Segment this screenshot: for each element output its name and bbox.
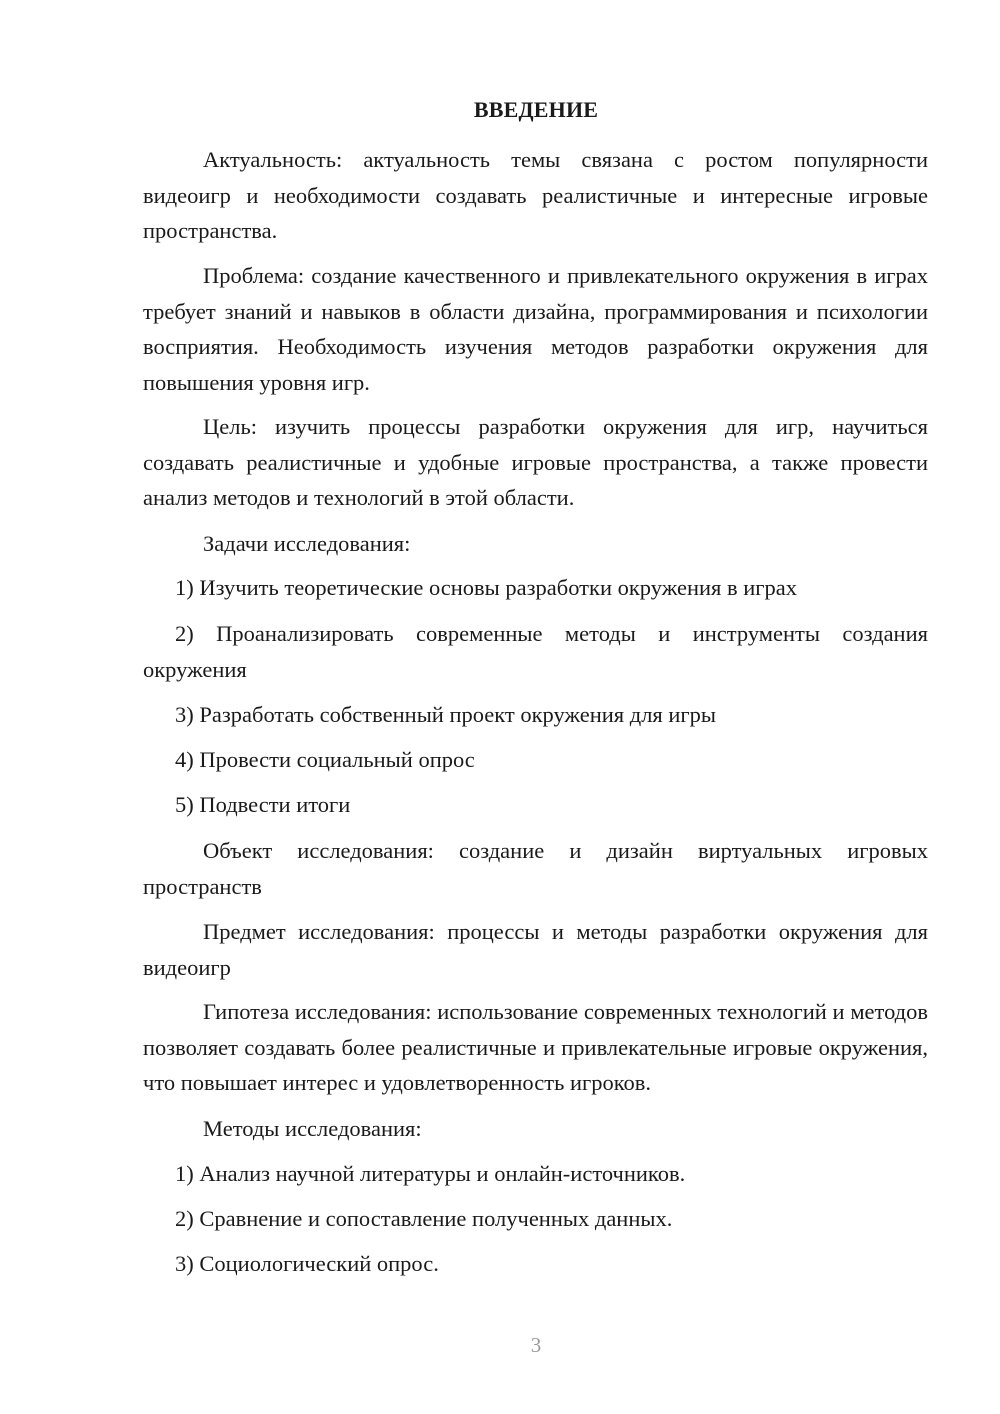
task-item-2: 2) Проанализировать современные методы и инструменты создания окружения — [143, 621, 928, 682]
task-item-5: 5) Подвести итоги — [175, 792, 351, 817]
methods-title: Методы исследования: — [203, 1116, 422, 1141]
task-item-1: 1) Изучить теоретические основы разработки окружения в играх — [175, 575, 798, 600]
task-item-4: 4) Провести социальный опрос — [175, 747, 475, 772]
method-item-1: 1) Анализ научной литературы и онлайн-источников. — [175, 1161, 686, 1186]
goal-paragraph: Цель: изучить процессы разработки окружения для игр, научиться создавать реалистичные и удобные игровые пространства, а также провести анализ методов и технологий в этой области. — [143, 414, 928, 510]
object-paragraph: Объект исследования: создание и дизайн виртуальных игровых пространств — [143, 838, 928, 899]
page-title: ВВЕДЕНИЕ — [473, 97, 599, 122]
tasks-title: Задачи исследования: — [203, 531, 411, 556]
page-number: 3 — [530, 1333, 542, 1357]
hypothesis-paragraph: Гипотеза исследования: использование современных технологий и методов позволяет создавать более реалистичные и привлекательные игровые окружения, что повышает интерес и удовлетворенность игроков. — [143, 999, 928, 1095]
task-item-3: 3) Разработать собственный проект окружения для игры — [175, 702, 717, 727]
method-item-2: 2) Сравнение и сопоставление полученных данных. — [175, 1206, 673, 1231]
subject-paragraph: Предмет исследования: процессы и методы разработки окружения для видеоигр — [143, 919, 928, 980]
method-item-3: 3) Социологический опрос. — [175, 1251, 439, 1276]
problem-paragraph: Проблема: создание качественного и привлекательного окружения в играх требует знаний и навыков в области дизайна, программирования и психологии восприятия. Необходимость изучения методов разработки окружения для повышения уровня игр. — [143, 263, 928, 395]
relevance-paragraph: Актуальность: актуальность темы связана с ростом популярности видеоигр и необходимости создавать реалистичные и интересные игровые пространства. — [143, 147, 928, 243]
